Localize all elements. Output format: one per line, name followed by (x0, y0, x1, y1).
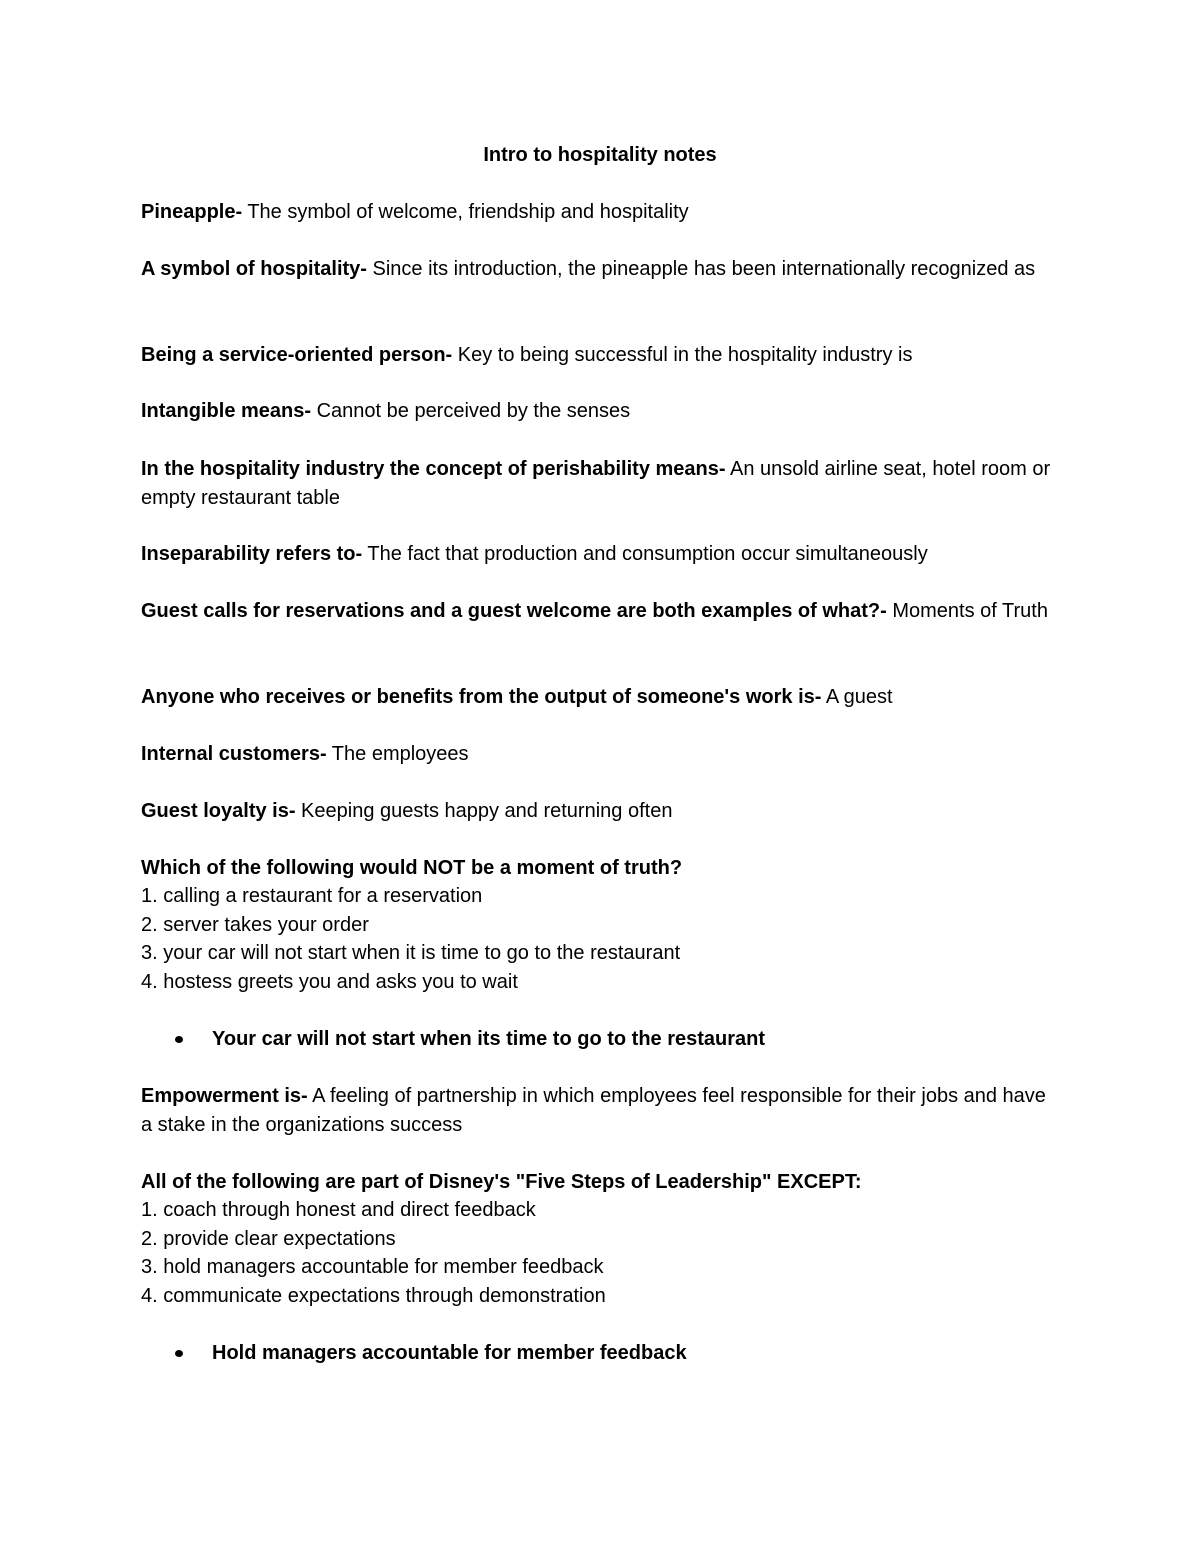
definition-term: A symbol of hospitality- (141, 258, 367, 280)
definition-inseparability (141, 540, 1061, 569)
definition-text: Keeping guests happy and returning often (295, 800, 673, 822)
definition-term: Guest loyalty is- (141, 800, 296, 822)
definition-pineapple (141, 198, 1061, 227)
question-2-option: 2. provide clear expectations (141, 1228, 396, 1250)
definition-empowerment (141, 1082, 1061, 1139)
question-1-option: 4. hostess greets you and asks you to wait (141, 971, 518, 993)
definition-term: Inseparability refers to- (141, 543, 363, 565)
definition-moments-of-truth (141, 597, 1061, 626)
definition-perishability (141, 455, 1061, 512)
answer-text: Hold managers accountable for member feedback (212, 1342, 687, 1364)
definition-service-oriented (141, 341, 1061, 370)
question-2-option: 1. coach through honest and direct feedback (141, 1199, 536, 1221)
page-title: Intro to hospitality notes (483, 144, 717, 166)
question-2-prompt: All of the following are part of Disney's "Five Steps of Leadership" EXCEPT: (141, 1171, 862, 1193)
definition-term: Intangible means- (141, 400, 312, 422)
answer-text: Your car will not start when its time to go to the restaurant (212, 1028, 766, 1050)
definition-term: Internal customers- (141, 743, 327, 765)
question-1-option: 3. your car will not start when it is time to go to the restaurant (141, 942, 681, 964)
definition-term: Pineapple- (141, 201, 243, 223)
definition-text: Key to being successful in the hospitality industry is (452, 344, 913, 366)
definition-text: An unsold airline seat, hotel room or empty restaurant table (141, 458, 1051, 509)
question-2-option: 4. communicate expectations through demonstration (141, 1285, 606, 1307)
definition-text: The fact that production and consumption occur simultaneously (362, 543, 928, 565)
definition-text: Moments of Truth (886, 600, 1048, 622)
definition-term: In the hospitality industry the concept of perishability means- (141, 458, 726, 480)
question-1-prompt: Which of the following would NOT be a moment of truth? (141, 857, 683, 879)
question-1-option: 1. calling a restaurant for a reservation (141, 885, 483, 907)
definition-intangible (141, 397, 1061, 426)
definition-internal-customers (141, 740, 1061, 769)
bullet-icon (175, 1350, 183, 1357)
definition-text: A guest (821, 686, 893, 708)
definition-text: The employees (326, 743, 469, 765)
bullet-icon (175, 1036, 183, 1043)
definition-text: Cannot be perceived by the senses (311, 400, 631, 422)
definition-term: Being a service-oriented person- (141, 344, 453, 366)
definition-guest (141, 683, 1061, 712)
definition-text: A feeling of partnership in which employees feel responsible for their jobs and have a stake in the organizations success (141, 1085, 1046, 1136)
definition-term: Anyone who receives or benefits from the output of someone's work is- (141, 686, 822, 708)
question-1-option: 2. server takes your order (141, 914, 369, 936)
question-2-option: 3. hold managers accountable for member feedback (141, 1256, 604, 1278)
definition-text: Since its introduction, the pineapple has been internationally recognized as (366, 258, 1036, 280)
definition-text: The symbol of welcome, friendship and hospitality (242, 201, 689, 223)
definition-symbol-of-hospitality (141, 255, 1061, 284)
definition-term: Empowerment is- (141, 1085, 308, 1107)
definition-guest-loyalty (141, 797, 1061, 826)
definition-term: Guest calls for reservations and a guest welcome are both examples of what?- (141, 600, 887, 622)
